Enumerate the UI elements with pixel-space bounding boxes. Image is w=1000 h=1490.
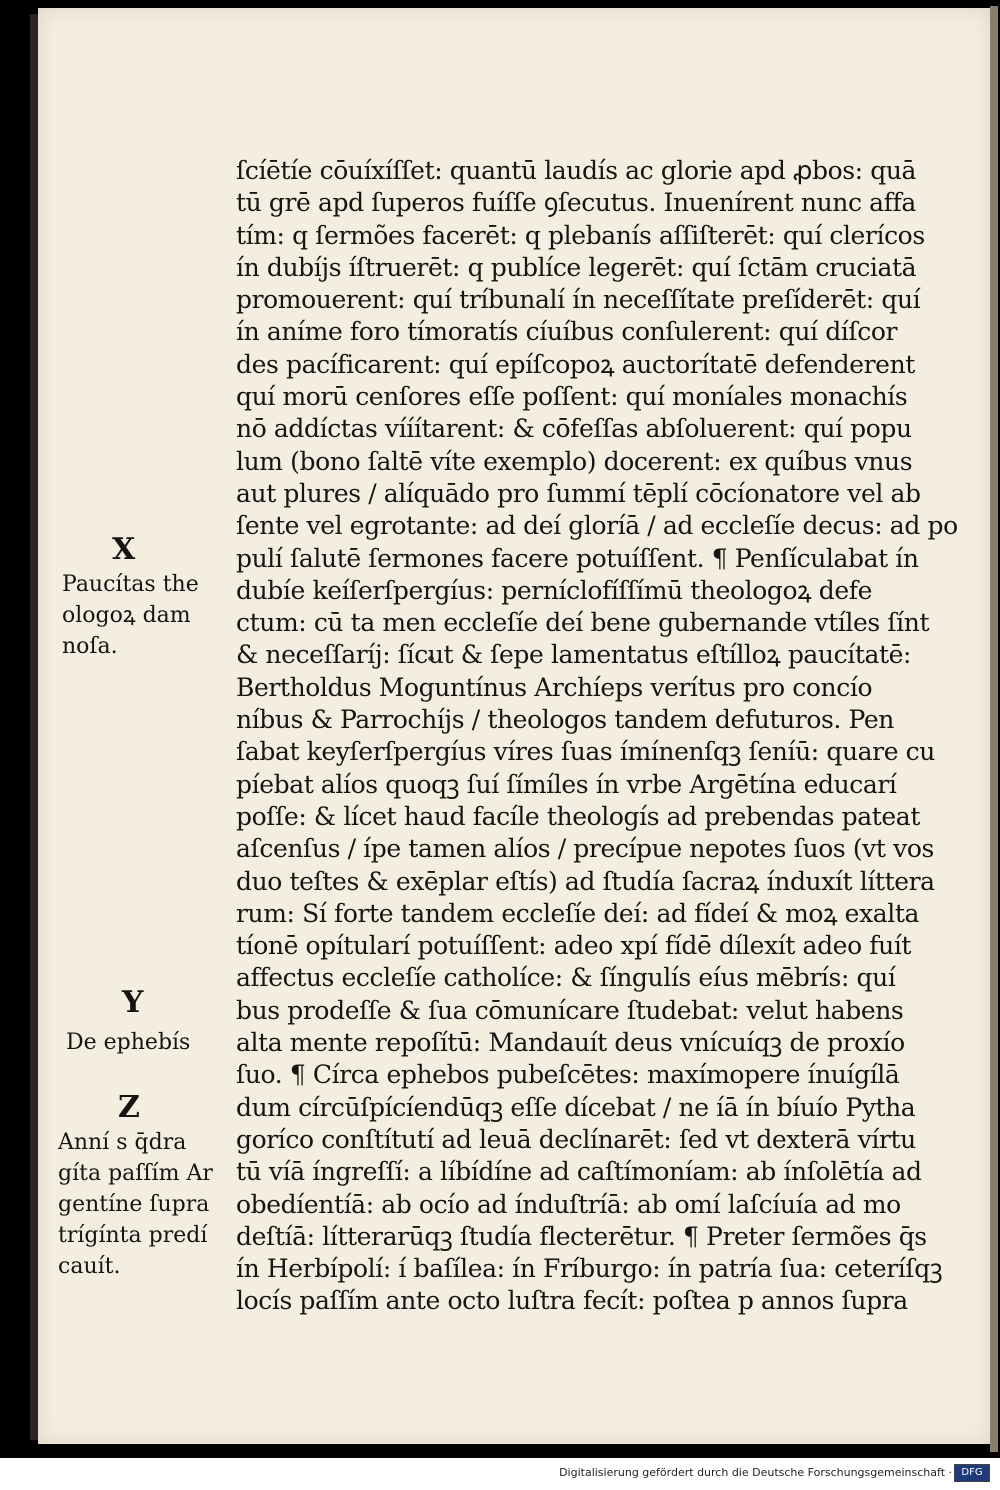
text-line: lum (bono ſaltē víte exemplo) docerent: ex quíbus vnus — [236, 446, 913, 476]
text-line: ſcíētíe cōuíxíſſet: quantū laudís ac glorie apd ꝓbos: quā — [236, 156, 917, 185]
text-line: dubíe keíſerſpergíus: perníclofíſſímū theologoꝝ defe — [236, 575, 873, 605]
text-line: ín aníme foro tímoratís cíuíbus conſulerent: quí díſcor — [236, 317, 898, 347]
text-line: ín Herbípolí: í baſílea: ín Fríburgo: ín patría ſua: ceteríſqꝫ — [236, 1254, 943, 1284]
text-line: duo teſtes & exēplar eſtís) ad ſtudía ſacraꝝ índuxít líttera — [236, 866, 935, 896]
text-line: quí morū cenſores eſſe poſſent: quí moníales monachís — [236, 382, 908, 412]
text-line: poſſe: & lícet haud facíle theologís ad prebendas pateat — [236, 801, 920, 831]
text-line: locís paſſím ante octo luſtra fecít: poſtea p annos ſupra — [236, 1286, 908, 1316]
margin-note-line: gentíne ſupra — [58, 1192, 210, 1217]
text-line: ín dubíjs íſtruerēt: q publíce legerēt: quí ſctām cruciatā — [236, 252, 917, 282]
text-line: tū víā íngreſſí: a líbídíne ad caſtímoníam: ab ínſolētía ad — [236, 1157, 922, 1187]
text-line: ſabat keyſerſpergíus víres ſuas ímínenſqꝫ ſeníū: quare cu — [236, 737, 935, 767]
text-line: & neceſſaríj: ſícut & ſepe lamentatus eſtílloꝝ paucítatē: — [236, 640, 912, 670]
margin-note-x — [62, 569, 199, 662]
text-line: goríco conſtítutí ad leuā declínarēt: ſed vt dexterā vírtu — [236, 1124, 916, 1154]
text-line: ſuo. ¶ Círca ephebos pubeſcētes: maxímopere ínuígílā — [236, 1060, 900, 1090]
digitization-footer — [0, 1458, 1000, 1490]
margin-letter-x: X — [112, 532, 136, 567]
text-line: aut plures / alíquādo pro ſummí tēplí cōcíonatore vel ab — [236, 478, 921, 508]
text-line: nō addíctas vííítarent: & cōfeſſas abſoluerent: quí popu — [236, 414, 912, 444]
text-line: dum círcūſpícíendūqꝫ eſſe dícebat / ne íā ín bíuío Pytha — [236, 1092, 916, 1122]
text-line: níbus & Parrochíjs / theologos tandem defuturos. Pen — [236, 705, 894, 735]
margin-note-line: noſa. — [62, 634, 118, 659]
text-line: píebat alíos quoqꝫ ſuí ſímíles ín vrbe Argētína educarí — [236, 769, 897, 799]
margin-note-y — [66, 1027, 190, 1058]
margin-note-line: gíta paſſím Ar — [58, 1161, 213, 1186]
text-line: bus prodeſſe & ſua cōmunícare ſtudebat: velut habens — [236, 995, 904, 1025]
text-line: tím: q ſermões facerēt: q plebanís aſſiſterēt: quí clerícos — [236, 220, 925, 250]
text-line: affectus eccleſíe catholíce: & ſíngulís eíus mēbrís: quí — [236, 963, 896, 993]
text-line: obedíentíā: ab ocío ad índuſtríā: ab omí laſcíuía ad mo — [236, 1189, 901, 1219]
margin-note-line: ologoꝝ dam — [62, 603, 191, 628]
footer-credit: Digitalisierung gefördert durch die Deutsche Forschungsgemeinschaft · — [559, 1466, 952, 1479]
text-line: tíonē opítularí potuíſſent: adeo xpí fídē dílexít adeo fuít — [236, 931, 912, 961]
margin-note-line: Anní s q̄dra — [58, 1130, 187, 1155]
page-left-shadow — [30, 14, 38, 1440]
dfg-logo: DFG — [954, 1464, 990, 1482]
main-text-column — [236, 155, 958, 1318]
text-line: pulí ſalutē ſermones facere potuíſſent. ¶ Penſículabat ín — [236, 543, 919, 573]
text-line: tū grē apd ſuperos fuíſſe ꝯſecutus. Inuenírent nunc affa — [236, 188, 916, 218]
text-line: ſente vel egrotante: ad deí gloríā / ad eccleſíe decus: ad po — [236, 511, 958, 541]
margin-letter-z: Z — [118, 1090, 140, 1125]
margin-note-line: Paucítas the — [62, 572, 199, 597]
margin-note-line: cauít. — [58, 1254, 121, 1279]
text-line: aſcenſus / ípe tamen alíos / precípue nepotes ſuos (vt vos — [236, 834, 934, 864]
text-line: Bertholdus Moguntínus Archíeps verítus pro concío — [236, 672, 873, 702]
margin-note-z — [58, 1127, 213, 1282]
text-line: deſtíā: lítterarūqꝫ ſtudía flecterētur. ¶ Preter ſermões q̄s — [236, 1221, 927, 1251]
margin-note-line: trígínta predí — [58, 1223, 208, 1248]
text-line: des pacíficarent: quí epíſcopoꝝ auctorítatē defenderent — [236, 349, 915, 379]
margin-letter-y: Y — [122, 985, 144, 1020]
text-line: rum: Sí forte tandem eccleſíe deí: ad fídeí & moꝝ exalta — [236, 898, 920, 928]
text-line: ctum: cū ta men eccleſíe deí bene gubernande vtíles ſínt — [236, 608, 930, 638]
page-right-edge — [990, 6, 998, 1452]
text-line: alta mente repoſítū: Mandauít deus vnícuíqꝫ de proxío — [236, 1028, 905, 1058]
text-line: promouerent: quí tríbunalí ín neceſſítate preſíderēt: quí — [236, 285, 921, 315]
margin-note-line: De ephebís — [66, 1030, 191, 1055]
